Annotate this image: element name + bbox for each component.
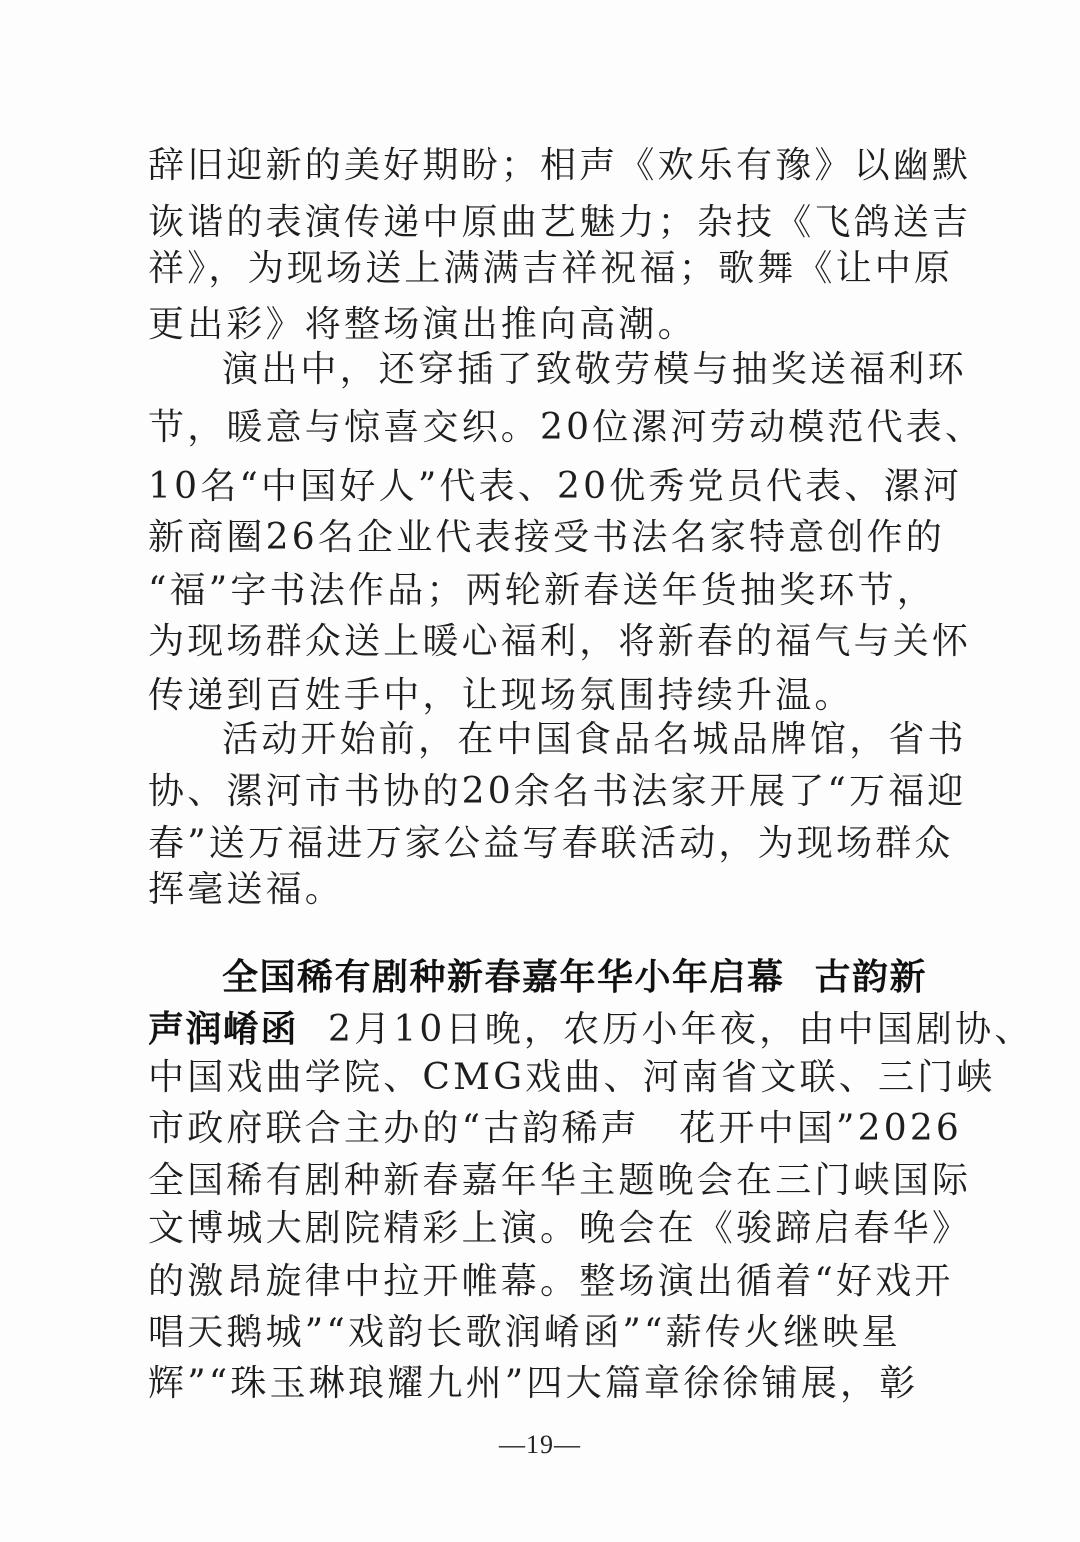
text-line: 文博城大剧院精彩上演。晚会在《骏蹄启春华》 (148, 1208, 972, 1249)
text-line: 新商圈26名企业代表接受书法名家特意创作的 (148, 517, 946, 558)
text-line: “福”字书法作品；两轮新春送年货抽奖环节， (148, 570, 937, 611)
text-line: 挥毫送福。 (148, 869, 345, 910)
text-line: 中国戏曲学院、CMG戏曲、河南省文联、三门峡 (148, 1057, 996, 1098)
text-line: 传递到百姓手中，让现场氛围持续升温。 (148, 675, 854, 716)
text-line: 市政府联合主办的“古韵稀声 花开中国”2026 (148, 1108, 963, 1149)
headline-text: 全国稀有剧种新春嘉年华小年启幕 (222, 957, 785, 998)
text-line: 全国稀有剧种新春嘉年华主题晚会在三门峡国际 (148, 1160, 972, 1201)
text-line: 的激昂旋律中拉开帷幕。整场演出循着“好戏开 (148, 1261, 954, 1302)
text-line: 辞旧迎新的美好期盼；相声《欢乐有豫》以幽默 (148, 145, 972, 186)
text-line: 辉”“珠玉琳琅耀九州”四大篇章徐徐铺展，彰 (148, 1363, 919, 1404)
text-line: 春”送万福进万家公益写春联活动，为现场群众 (148, 823, 954, 864)
headline-text: 古韵新 (814, 957, 928, 998)
text-line: 祥》，为现场送上满满吉祥祝福；歌舞《让中原 (148, 248, 954, 289)
headline-text: 声润崤函 (148, 1009, 299, 1050)
text-line: 更出彩》将整场演出推向高潮。 (148, 304, 697, 345)
page-number: —19— (499, 1430, 581, 1459)
text-line: 唱天鹅城”“戏韵长歌润崤函”“薪传火继映星 (148, 1312, 901, 1353)
text-line: 10名“中国好人”代表、20优秀党员代表、漯河 (148, 466, 963, 507)
text-line: 为现场群众送上暖心福利，将新春的福气与关怀 (148, 621, 972, 662)
text-line: 协、漯河市书协的20余名书法家开展了“万福迎 (148, 771, 967, 812)
text-line: 节，暖意与惊喜交织。20位漯河劳动模范代表、 (148, 407, 985, 448)
body-text: 2月10日晚，农历小年夜，由中国剧协、 (328, 1009, 1034, 1050)
text-line: 活动开始前，在中国食品名城品牌馆，省书 (222, 719, 967, 760)
text-line: 演出中，还穿插了致敬劳模与抽奖送福利环 (222, 349, 967, 390)
text-line: 诙谐的表演传递中原曲艺魅力；杂技《飞鸽送吉 (148, 202, 972, 243)
headline-line-1 (222, 950, 934, 1006)
